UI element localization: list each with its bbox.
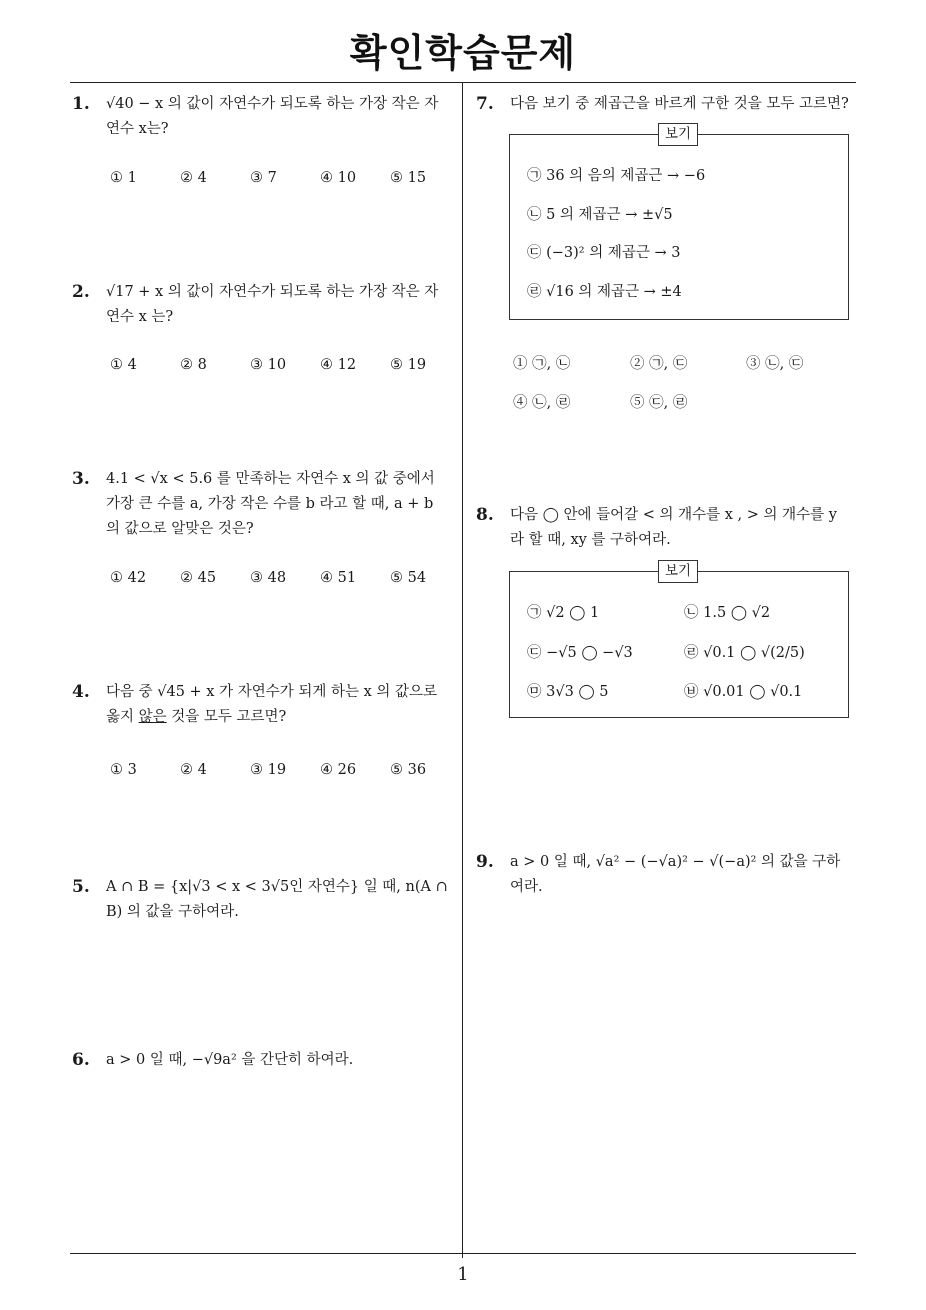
stem-line: 가장 큰 수를 a, 가장 작은 수를 b 라고 할 때, a + b [106,496,434,512]
stem-line: 의 값으로 알맞은 것은? [106,521,254,537]
example-item: ㉤ 3√3 ◯ 5 [527,684,609,700]
stem-line: a > 0 일 때, √a² − (−√a)² − √(−a)² 의 값을 구하 [510,854,841,870]
stem-line: 연수 x는? [106,121,169,137]
choice-4[interactable]: ④ ㉡, ㉣ [513,395,571,411]
top-rule [70,82,856,83]
question-stem [106,280,438,330]
choice-3[interactable]: ③ 19 [250,762,287,778]
choice-1[interactable]: ① 42 [110,570,147,586]
choice-1[interactable]: ① 1 [110,170,137,186]
choice-5[interactable]: ⑤ 54 [390,570,427,586]
question-number: 1. [72,94,90,114]
example-item: ㉢ (−3)² 의 제곱근 → 3 [527,245,681,261]
question-number: 2. [72,282,90,302]
question-stem [106,92,438,142]
example-item: ㉥ √0.01 ◯ √0.1 [684,684,803,700]
stem-line: 여라. [510,879,543,895]
choice-3[interactable]: ③ 48 [250,570,287,586]
stem-line: √17 + x 의 값이 자연수가 되도록 하는 가장 작은 자 [106,284,439,300]
question-number: 8. [476,505,494,525]
stem-line: 다음 ◯ 안에 들어갈 < 의 개수를 x , > 의 개수를 y [510,507,837,523]
choice-4[interactable]: ④ 12 [320,357,357,373]
choice-4[interactable]: ④ 51 [320,570,357,586]
stem-text: 것을 모두 고르면? [166,709,287,725]
stem-line: 라 할 때, xy 를 구하여라. [510,532,671,548]
underlined-word: 않은 [138,709,167,725]
question-stem [510,850,840,900]
stem-line: 다음 보기 중 제곱근을 바르게 구한 것을 모두 고르면? [510,96,849,112]
choice-3[interactable]: ③ 10 [250,357,287,373]
stem-line: 다음 중 √45 + x 가 자연수가 되게 하는 x 의 값으로 [106,684,438,700]
answer-choices [110,570,460,586]
bottom-rule [70,1253,856,1254]
question-number: 9. [476,852,494,872]
stem-line: a > 0 일 때, −√9a² 을 간단히 하여라. [106,1052,354,1068]
example-item: ㉡ 5 의 제곱근 → ±√5 [527,207,673,223]
question-number: 4. [72,682,90,702]
choice-5[interactable]: ⑤ 36 [390,762,427,778]
example-item: ㉣ √16 의 제곱근 → ±4 [527,284,682,300]
stem-line [106,705,437,730]
choice-2[interactable]: ② 45 [180,570,217,586]
choice-1[interactable]: ① 3 [110,762,137,778]
stem-line: √40 − x 의 값이 자연수가 되도록 하는 가장 작은 자 [106,96,439,112]
choice-5[interactable]: ⑤ 19 [390,357,427,373]
question-stem [106,467,435,542]
choice-3[interactable]: ③ ㉡, ㉢ [746,356,804,372]
column-divider [462,82,463,1258]
choice-4[interactable]: ④ 10 [320,170,357,186]
example-item: ㉡ 1.5 ◯ √2 [684,605,771,621]
example-item: ㉠ 36 의 음의 제곱근 → −6 [527,168,706,184]
question-number: 7. [476,94,494,114]
stem-line: B) 의 값을 구하여라. [106,904,239,920]
choice-2[interactable]: ② ㉠, ㉢ [630,356,688,372]
example-item: ㉠ √2 ◯ 1 [527,605,600,621]
example-item: ㉢ −√5 ◯ −√3 [527,645,633,661]
answer-choices [110,357,460,373]
question-stem [510,92,849,117]
question-stem [106,875,448,925]
choice-2[interactable]: ② 4 [180,170,207,186]
choice-4[interactable]: ④ 26 [320,762,357,778]
page-title: 확인학습문제 [349,31,577,75]
choice-1[interactable]: ① 4 [110,357,137,373]
example-box-label: 보기 [658,123,698,146]
question-stem [510,503,837,553]
page-number: 1 [457,1264,469,1285]
question-number: 6. [72,1050,90,1070]
question-stem [106,680,437,730]
choice-3[interactable]: ③ 7 [250,170,277,186]
stem-text: 옳지 [106,709,139,725]
choice-5[interactable]: ⑤ 15 [390,170,427,186]
stem-line: 연수 x 는? [106,309,174,325]
choice-1[interactable]: ① ㉠, ㉡ [513,356,571,372]
question-number: 3. [72,469,90,489]
choice-2[interactable]: ② 8 [180,357,207,373]
stem-line: 4.1 < √x < 5.6 를 만족하는 자연수 x 의 값 중에서 [106,471,435,487]
choice-2[interactable]: ② 4 [180,762,207,778]
question-stem [106,1048,353,1073]
question-number: 5. [72,877,90,897]
example-box-label: 보기 [658,560,698,583]
answer-choices [110,170,460,186]
stem-line: A ∩ B = {x|√3 < x < 3√5인 자연수} 일 때, n(A ∩ [106,879,448,895]
example-item: ㉣ √0.1 ◯ √(2/5) [684,645,805,661]
answer-choices [110,762,460,778]
choice-5[interactable]: ⑤ ㉢, ㉣ [630,395,688,411]
